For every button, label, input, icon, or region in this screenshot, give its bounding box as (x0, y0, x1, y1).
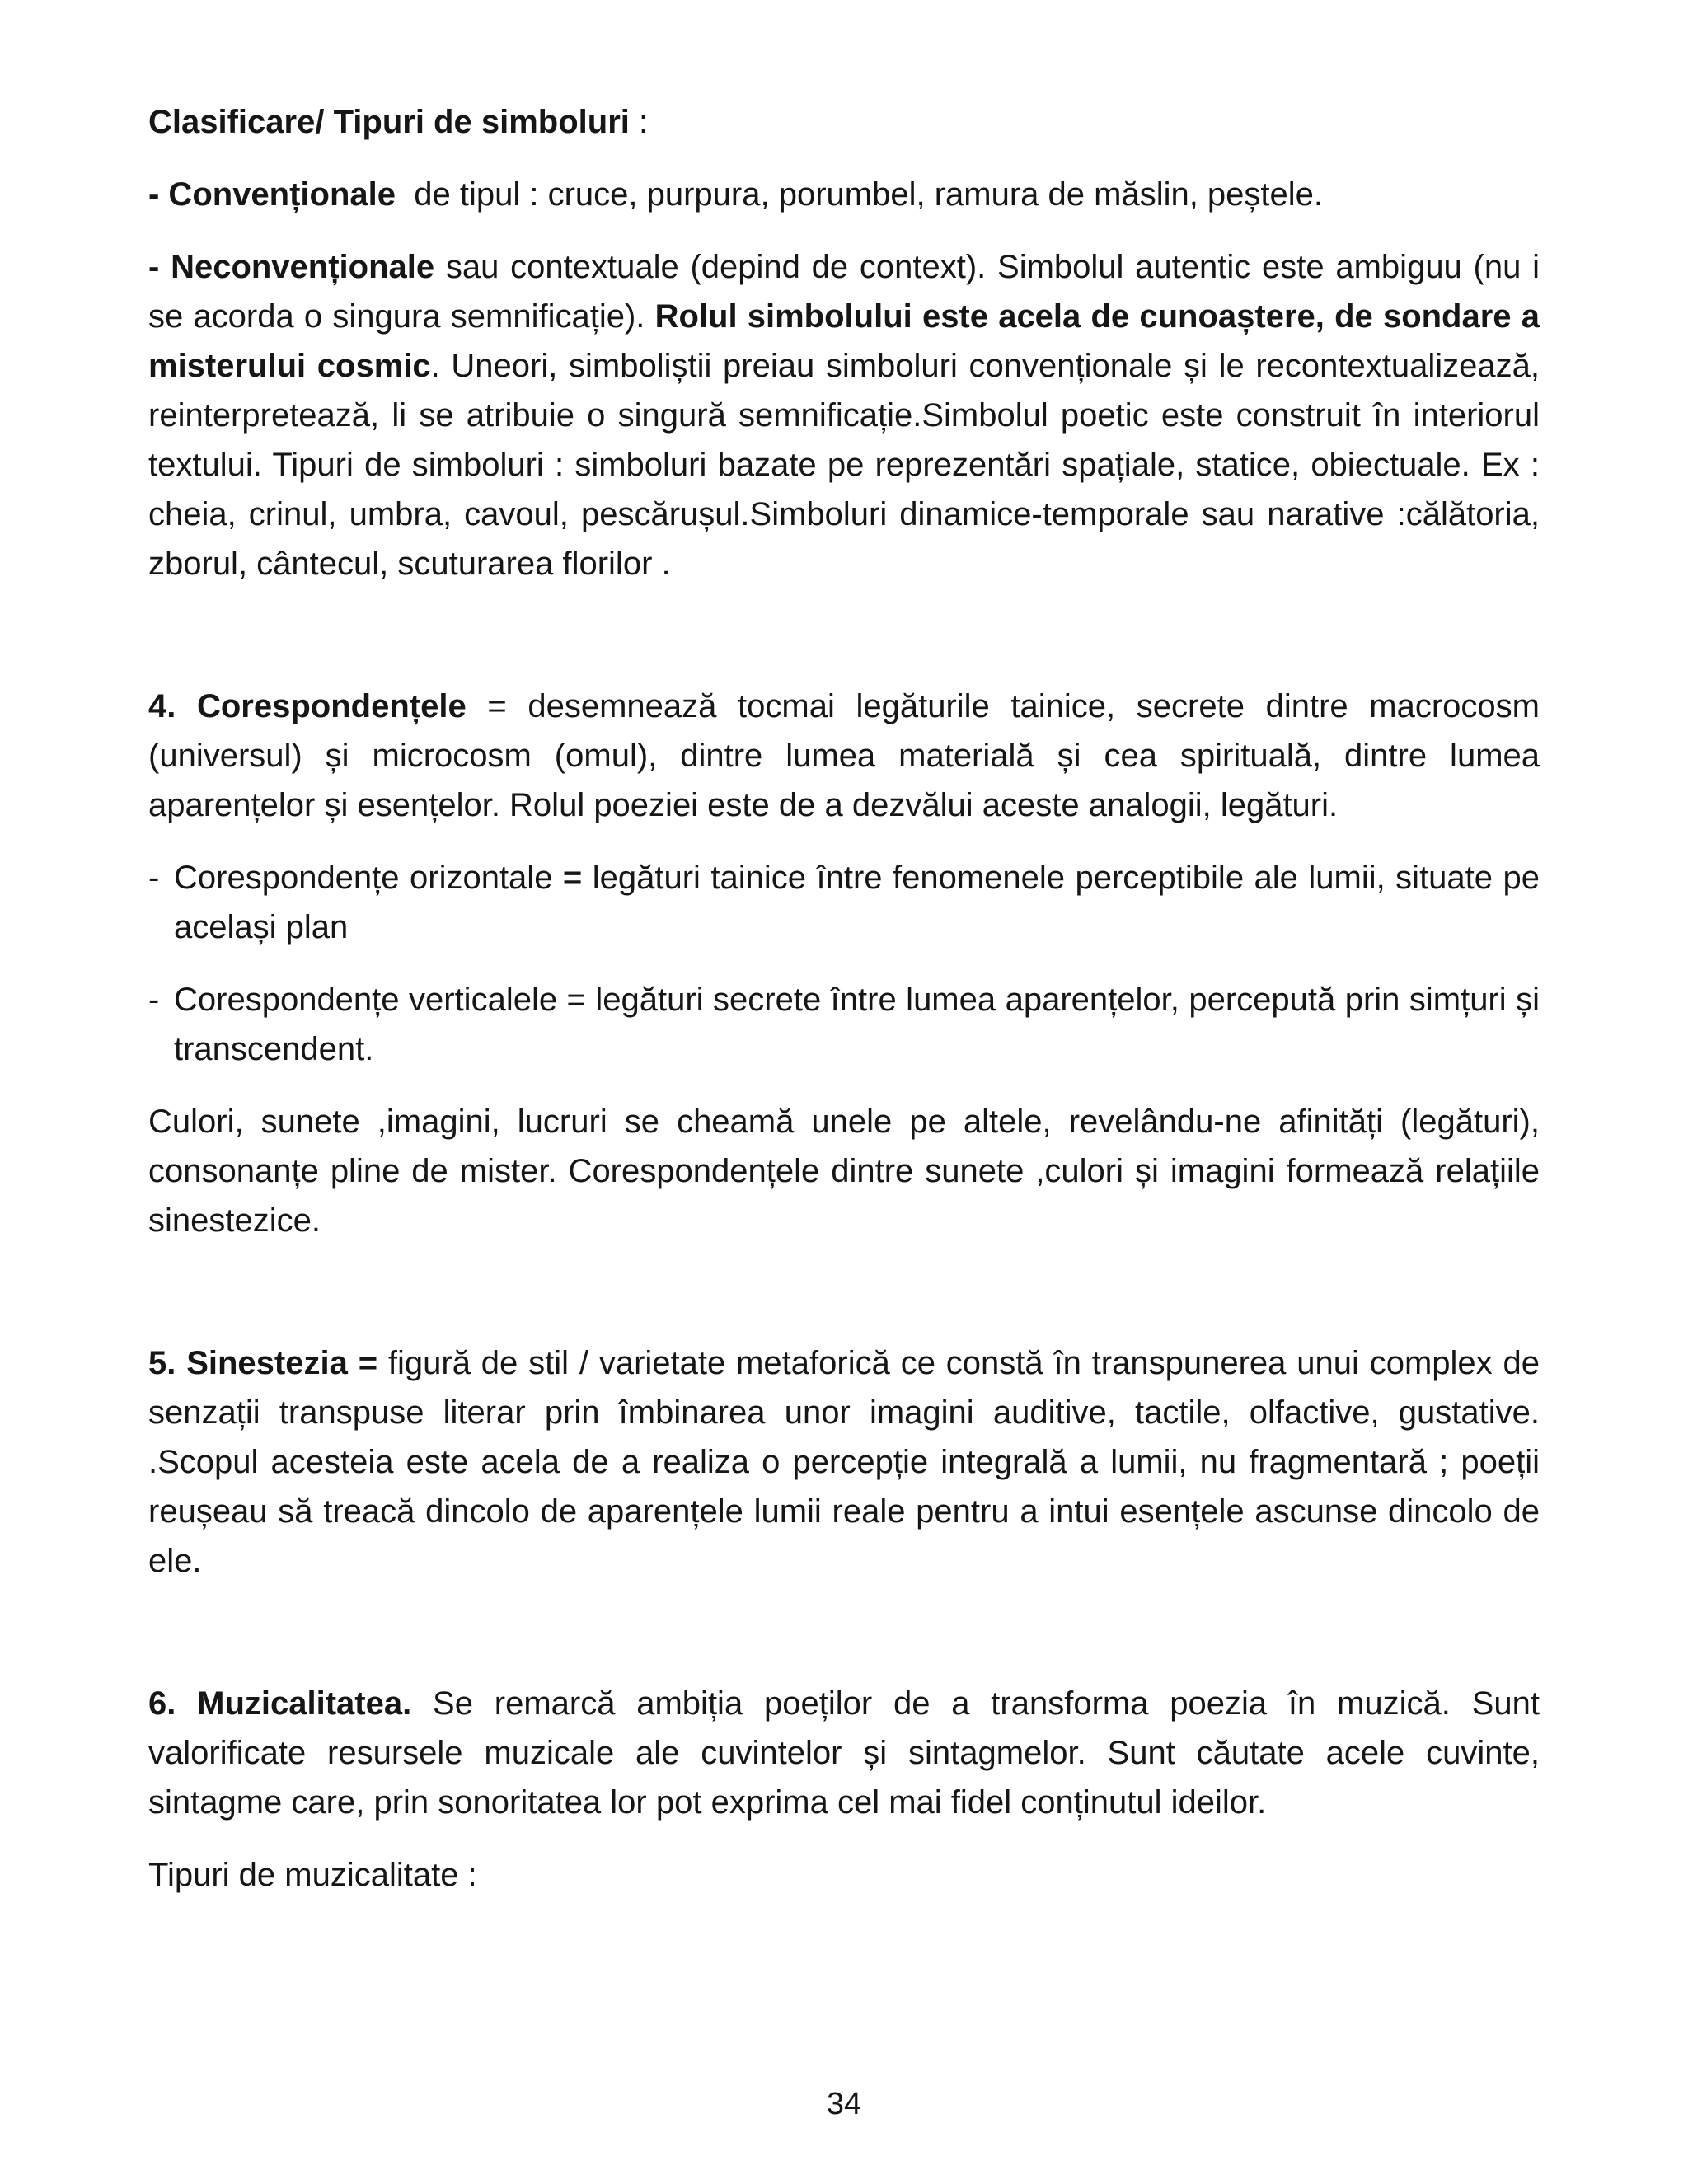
section5-text: figură de stil / varietate metaforică ce constă în transpunerea unui complex de senzații transpuse literar prin îmbinarea unor imagini auditive, tactile, olfactive, gustative. .Scopul acesteia este acela de a realiza o percepție integrală a lumii, nu fragmentară ; poeții reușeau să treacă dincolo de aparențele lumii reale pentru a intui esențele ascunse dincolo de ele. (148, 1345, 1540, 1579)
list-item-text: Corespondențe verticalele = legături secrete între lumea aparențelor, percepută prin simțuri și transcendent. (174, 982, 1540, 1067)
nonconventional-bold: Rolul simbolului este acela de cunoaștere, de sondare a misterului cosmic (148, 298, 1540, 384)
item1-text-a: Corespondențe orizontale (174, 860, 563, 896)
classification-title: Clasificare/ Tipuri de simboluri (148, 104, 630, 140)
list-item-text (174, 853, 1540, 952)
nonconventional-label: - Neconvenționale (148, 249, 435, 285)
nonconventional-text-2: . Uneori, simboliștii preiau simboluri convenționale și le recontextualizează, reinterpretează, li se atribuie o singură semnificație.Simbolul poetic este construit în interiorul textului. Tipuri de simboluri : simboluri bazate pe reprezentări spațiale, statice, obiectuale. Ex : cheia, crinul, umbra, cavoul, pescărușul.Simboluri dinamice-temporale sau narative :călătoria, zborul, cântecul, scuturarea florilor . (148, 348, 1540, 582)
section4-text: = desemnează tocmai legăturile tainice, secrete dintre macrocosm (universul) și microcosm (omul), dintre lumea materială și cea spirituală, dintre lumea aparențelor și esențelor. Rolul poeziei este de a dezvălui aceste analogii, legături. (148, 688, 1540, 823)
spacer (148, 1245, 1540, 1338)
section5-paragraph (148, 1338, 1540, 1586)
nonconventional-text-1: sau contextuale (depind de context). Simbolul autentic este ambiguu (nu i se acorda o singura semnificație). (148, 249, 1540, 335)
conventional-text: de tipul : cruce, purpura, porumbel, ramura de măslin, peștele. (396, 176, 1324, 213)
section4-paragraph (148, 682, 1540, 830)
section4-closing-paragraph: Culori, sunete ,imagini, lucruri se cheamă unele pe altele, revelându-ne afinități (legături), consonanțe pline de mister. Corespondențele dintre sunete ,culori și imagini formează relațiile sinestezice. (148, 1104, 1540, 1239)
document-page (148, 97, 1540, 1900)
section6-text: Se remarcă ambiția poeților de a transforma poezia în muzică. Sunt valorificate resursele muzicale ale cuvintelor și sintagmelor. Sunt căutate acele cuvinte, sintagme care, prin sonoritatea lor pot exprima cel mai fidel conținutul ideilor. (148, 1685, 1540, 1821)
section5-label: 5. Sinestezia = (148, 1345, 378, 1381)
item1-text-b: legături tainice între fenomenele perceptibile ale lumii, situate pe același plan (174, 860, 1540, 945)
section6-paragraph (148, 1679, 1540, 1827)
section6-label: 6. Muzicalitatea. (148, 1685, 412, 1722)
page-number: 34 (826, 2087, 862, 2121)
spacer (148, 588, 1540, 682)
conventional-paragraph (148, 170, 1540, 219)
section4-list-item-horizontal (148, 853, 1540, 952)
section4-list-item-vertical (148, 975, 1540, 1074)
spacer (148, 1586, 1540, 1679)
section4-label: 4. Corespondențele (148, 688, 467, 724)
section6-types-line: Tipuri de muzicalitate : (148, 1857, 477, 1893)
classification-heading (148, 97, 1540, 147)
classification-title-colon: : (629, 104, 649, 140)
conventional-label: - Convenționale (148, 176, 396, 213)
item1-equals: = (562, 860, 583, 896)
list-dash: - (148, 982, 160, 1018)
nonconventional-paragraph (148, 242, 1540, 588)
list-dash: - (148, 860, 160, 896)
